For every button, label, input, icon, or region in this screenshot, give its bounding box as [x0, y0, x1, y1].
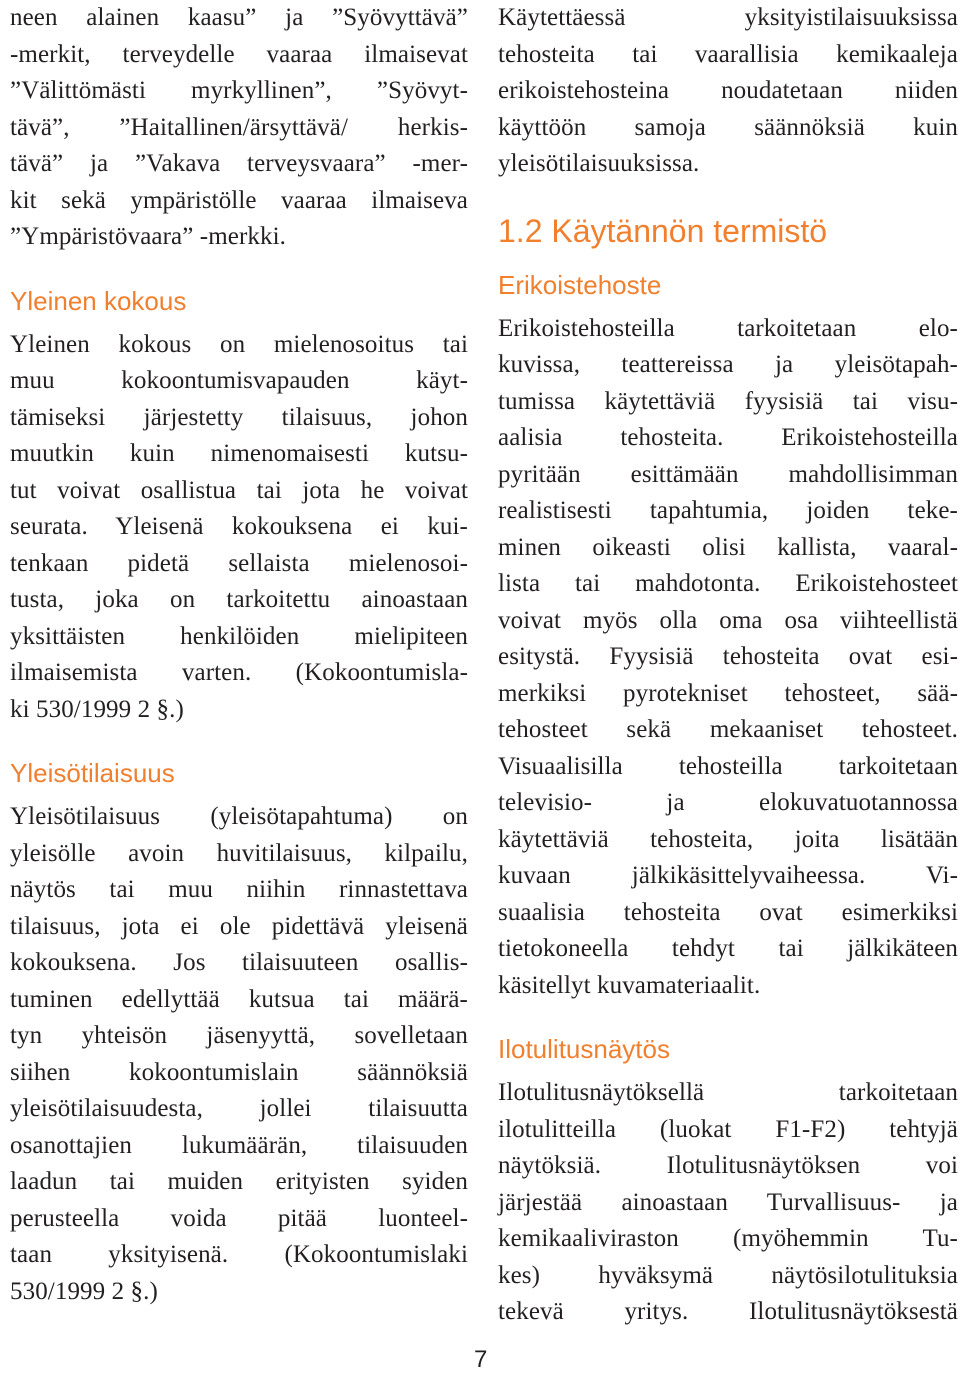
text-line: ”Ympäristövaara” -merkki.: [10, 223, 286, 250]
chapter-heading: 1.2 Käytännön termistö: [498, 212, 828, 249]
text-line: seurata. Yleisenä kokouksena ei kui-: [10, 513, 468, 540]
text-line: tekevä yritys. Ilotulitusnäytöksestä: [498, 1298, 958, 1325]
text-line: tut voivat osallistua tai jota he voivat: [10, 476, 468, 504]
paragraph-ilotulitusnaytos: [498, 1075, 958, 1331]
text-line: tehosteet sekä mekaaniset tehosteet.: [498, 716, 958, 743]
text-line: tyn yhteisön jäsenyyttä, sovelletaan: [10, 1022, 468, 1049]
text-line: näytös tai muu niihin rinnastettava: [10, 876, 468, 903]
section-heading-yleisotilaisuus: Yleisötilaisuus: [10, 758, 175, 788]
text-line: Ilotulitusnäytöksellä tarkoitetaan: [498, 1079, 958, 1106]
text-line: neen alainen kaasu” ja ”Syövyttävä”: [10, 4, 468, 31]
text-line: realistisesti tapahtumia, joiden teke-: [498, 497, 958, 524]
text-line: merkiksi pyrotekniset tehosteet, sää-: [498, 679, 958, 707]
text-line: tämiseksi järjestetty tilaisuus, johon: [10, 403, 468, 431]
text-line: tenkaan pidetä sellaista mielenosoi-: [10, 549, 468, 577]
text-line: Käytettäessä yksityistilaisuuksissa: [498, 4, 958, 31]
text-line: televisio- ja elokuvatuotannossa: [498, 789, 958, 816]
text-line: laadun tai muiden erityisten syiden: [10, 1168, 468, 1195]
text-line: kokouksena. Jos tilaisuuteen osallis-: [10, 949, 468, 976]
text-line: ilmaisemista varten. (Kokoontumisla-: [10, 659, 468, 686]
text-line: tehosteita tai vaarallisia kemikaaleja: [498, 40, 958, 68]
text-line: tietokoneella tehdyt tai jälkikäteen: [498, 935, 958, 962]
right-column: [498, 0, 958, 1331]
text-line: tilaisuus, jota ei ole pidettävä yleisenä: [10, 912, 468, 940]
section-heading-ilotulitusnaytos: Ilotulitusnäytös: [498, 1034, 670, 1064]
page-number: 7: [474, 1346, 488, 1373]
text-line: esitystä. Fyysisiä tehosteita ovat esi-: [498, 643, 958, 670]
text-line: yleisölle avoin huvitilaisuus, kilpailu,: [10, 839, 468, 867]
text-line: aalisia tehosteita. Erikoistehosteilla: [498, 424, 958, 451]
text-line: pyritään esittämään mahdollisimman: [498, 460, 958, 488]
text-line: perusteella voida pitää luonteel-: [10, 1204, 468, 1232]
text-line: yleisötilaisuuksissa.: [498, 150, 700, 177]
text-line: -merkit, terveydelle vaaraa ilmaisevat: [10, 40, 468, 68]
text-line: tusta, joka on tarkoitettu ainoastaan: [10, 586, 468, 613]
text-line: käytettäviä tehosteita, joita lisätään: [498, 825, 958, 853]
paragraph-yleinen-kokous: [10, 327, 468, 729]
text-line: näytöksiä. Ilotulitusnäytöksen voi: [498, 1152, 958, 1179]
section-heading-yleinen-kokous: Yleinen kokous: [10, 285, 187, 316]
text-line: kuvissa, teattereissa ja yleisötapah-: [498, 351, 958, 378]
paragraph-yleisotilaisuus: [10, 799, 468, 1310]
text-line: kuvaan jälkikäsittelyvaiheessa. Vi-: [498, 862, 958, 889]
text-line: lista tai mahdotonta. Erikoistehosteet: [498, 570, 958, 597]
left-column: [10, 0, 468, 1310]
text-line: erikoistehosteina noudatetaan niiden: [498, 77, 958, 104]
text-line: tävä”, ”Haitallinen/ärsyttävä/ herkis-: [10, 113, 468, 141]
text-line: siihen kokoontumislain säännöksiä: [10, 1058, 468, 1086]
text-line: Yleinen kokous on mielenosoitus tai: [10, 330, 468, 358]
text-line: ilotulitteilla (luokat F1-F2) tehtyjä: [498, 1115, 958, 1143]
paragraph-erikoistehoste: [498, 311, 958, 1005]
text-line: 530/1999 2 §.): [10, 1277, 158, 1305]
text-line: järjestää ainoastaan Turvallisuus- ja: [498, 1188, 958, 1216]
text-line: yksittäisten henkilöiden mielipiteen: [10, 622, 468, 650]
text-line: taan yksityisenä. (Kokoontumislaki: [10, 1241, 468, 1268]
text-line: suaalisia tehosteita ovat esimerkiksi: [498, 898, 958, 926]
text-line: Visuaalisilla tehosteilla tarkoitetaan: [498, 752, 958, 780]
text-line: tuminen edellyttää kutsua tai määrä-: [10, 985, 468, 1013]
text-line: kemikaaliviraston (myöhemmin Tu-: [498, 1225, 958, 1252]
text-line: Erikoistehosteilla tarkoitetaan elo-: [498, 314, 958, 342]
left-intro-paragraph: [10, 0, 468, 256]
text-line: muutkin kuin nimenomaisesti kutsu-: [10, 440, 468, 467]
text-line: käyttöön samoja säännöksiä kuin: [498, 113, 958, 141]
text-line: voivat myös olla oma osa viihteellistä: [498, 606, 958, 634]
text-line: muu kokoontumisvapauden käyt-: [10, 367, 468, 394]
text-line: ki 530/1999 2 §.): [10, 695, 184, 723]
text-line: tävä” ja ”Vakava terveysvaara” -mer-: [10, 150, 468, 177]
text-line: tumissa käytettäviä fyysisiä tai visu-: [498, 387, 958, 415]
text-line: osanottajien lukumäärän, tilaisuuden: [10, 1131, 468, 1159]
text-line: kes) hyväksymä näytösilotulituksia: [498, 1261, 958, 1289]
text-line: käsitellyt kuvamateriaalit.: [498, 971, 761, 999]
text-line: yleisötilaisuudesta, jollei tilaisuutta: [10, 1095, 468, 1122]
text-line: ”Välittömästi myrkyllinen”, ”Syövyt-: [10, 77, 468, 104]
section-heading-erikoistehoste: Erikoistehoste: [498, 269, 662, 300]
text-line: minen oikeasti olisi kallista, vaaral-: [498, 533, 958, 561]
text-line: kit sekä ympäristölle vaaraa ilmaiseva: [10, 186, 468, 214]
right-intro-paragraph: [498, 0, 958, 183]
text-line: Yleisötilaisuus (yleisötapahtuma) on: [10, 803, 468, 830]
